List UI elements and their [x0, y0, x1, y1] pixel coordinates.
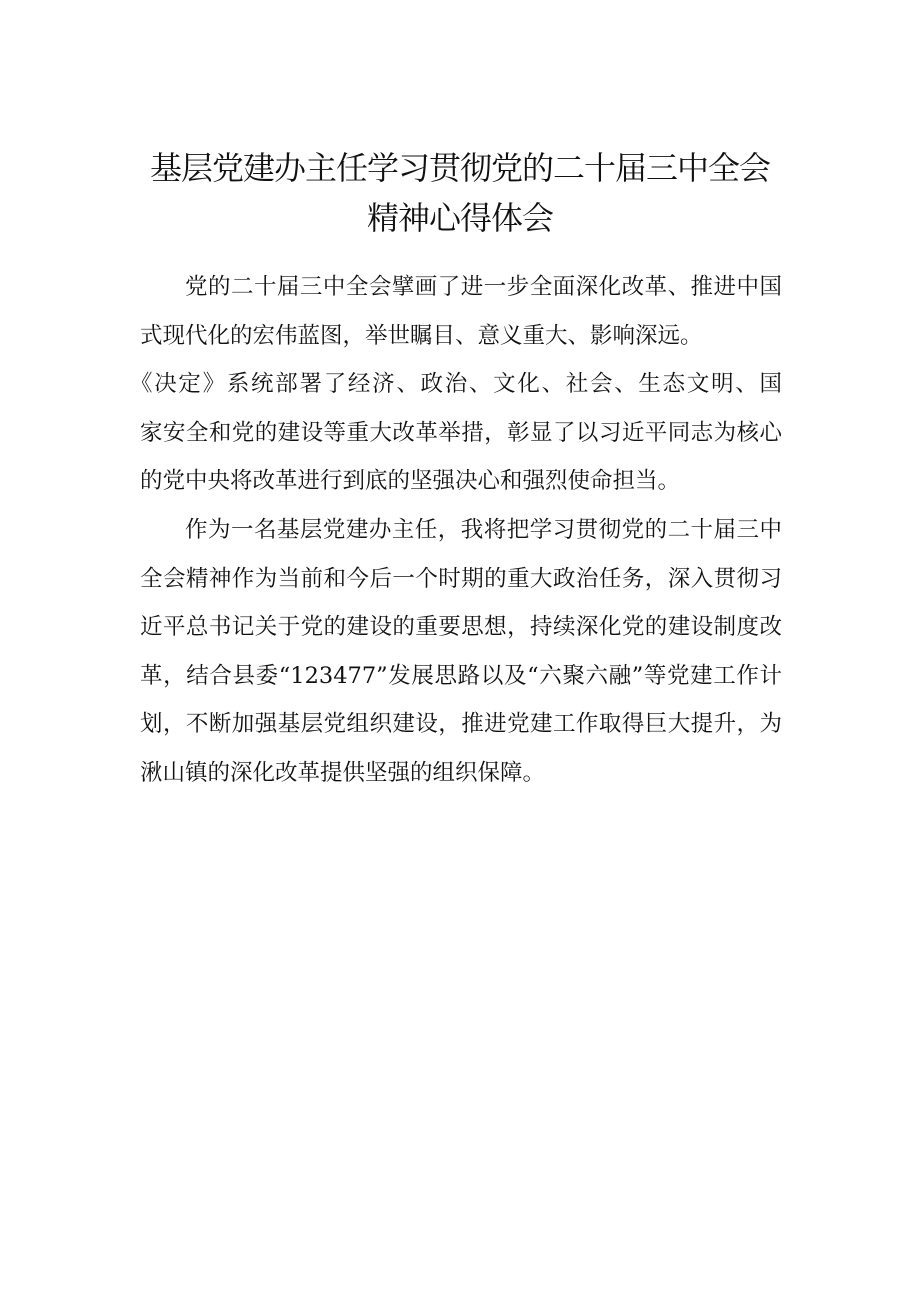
paragraph-3-line-5: 划，不断加强基层党组织建设，推进党建工作取得巨大提升，为 [140, 711, 782, 738]
paragraph-2-line-1: 《决定》系统部署了经济、政治、文化、社会、生态文明、国 [130, 371, 782, 398]
document-title [120, 143, 800, 243]
paragraph-3-line-2: 全会精神作为当前和今后一个时期的重大政治任务，深入贯彻习 [140, 565, 782, 592]
paragraph-2-line-3: 的党中央将改革进行到底的坚强决心和强烈使命担当。 [140, 468, 681, 495]
document-body [130, 263, 782, 798]
paragraph-3-line-6: 湫山镇的深化改革提供坚强的组织保障。 [140, 759, 546, 786]
paragraph-2-line-2: 家安全和党的建设等重大改革举措，彰显了以习近平同志为核心 [140, 419, 782, 446]
title-line-1: 基层党建办主任学习贯彻党的二十届三中全会 [149, 149, 770, 187]
paragraph-1-line-2: 式现代化的宏伟蓝图，举世瞩目、意义重大、影响深远。 [140, 322, 703, 349]
paragraph-3-line-4: 革，结合县委“123477”发展思路以及“六聚六融”等党建工作计 [140, 662, 782, 689]
paragraph-1-line-1: 党的二十届三中全会擘画了进一步全面深化改革、推进中国 [185, 274, 782, 300]
title-line-2: 精神心得体会 [366, 199, 553, 237]
paragraph-3-line-1: 作为一名基层党建办主任，我将把学习贯彻党的二十届三中 [185, 516, 782, 543]
paragraph-3-line-3: 近平总书记关于党的建设的重要思想，持续深化党的建设制度改 [140, 614, 782, 641]
